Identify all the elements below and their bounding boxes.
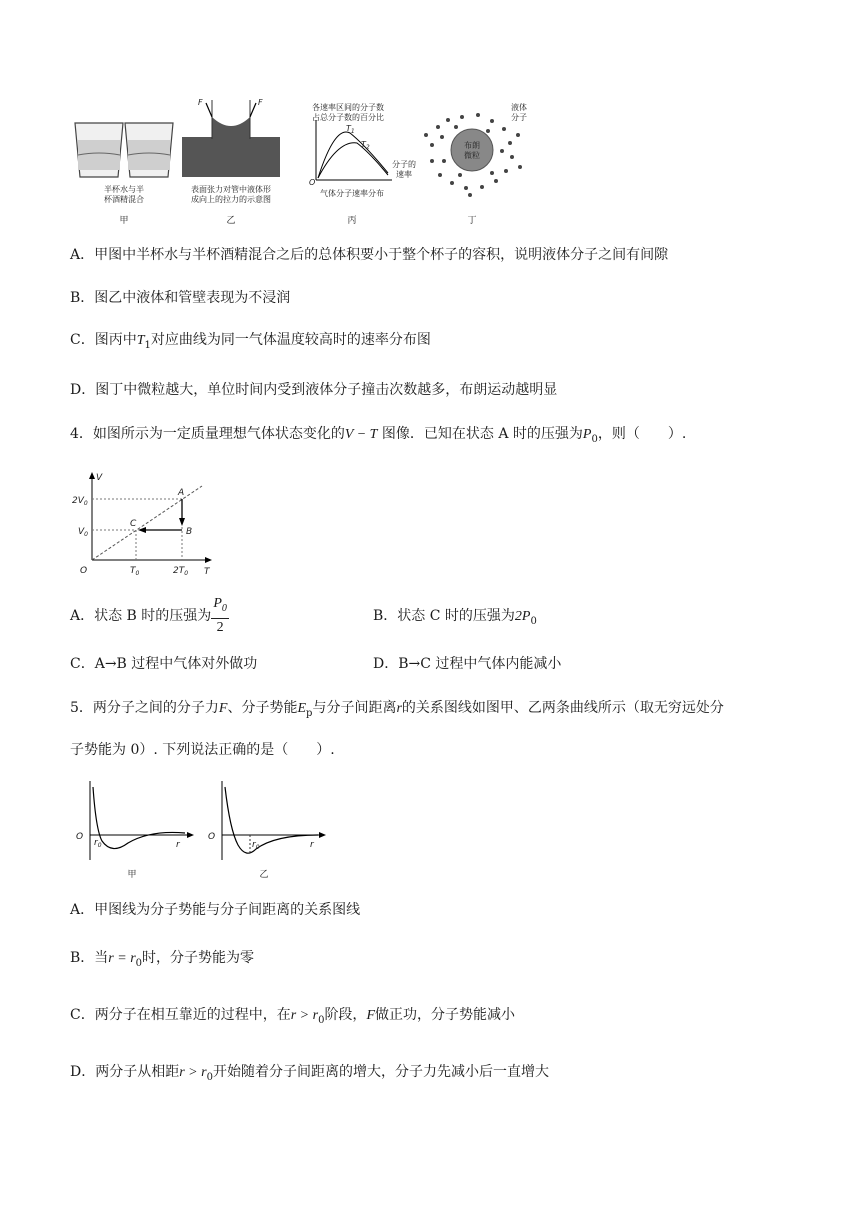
bing-caption: 气体分子速率分布: [320, 189, 384, 198]
figure-top: [70, 95, 570, 230]
figure-yi: [182, 98, 280, 226]
jia-label: 甲: [119, 216, 129, 226]
q5-jia-origin: O: [76, 832, 84, 842]
yi-caption-1: 表面张力对管中液体形: [191, 185, 271, 194]
figure-bing: [309, 102, 416, 226]
bing-ylabel-2: 占总分子数的百分比: [312, 113, 384, 122]
q4-tick-2t0: $2T_0$: [173, 566, 189, 577]
q3-option-d: D．图丁中微粒越大，单位时间内受到液体分子撞击次数越多，布朗运动越明显: [70, 382, 558, 398]
bing-xlabel-2: 速率: [396, 170, 412, 179]
figure-jia: [75, 123, 173, 226]
q5-stem-line-1: 5．两分子之间的分子力F、分子势能$E_p$与分子间距离r的关系图线如图甲、乙两条曲线所示（取无穷远处分: [70, 700, 724, 719]
q5-graph-jia: [76, 781, 194, 880]
q5-graphs: [70, 775, 340, 885]
yi-f-right: F: [258, 98, 263, 107]
q4-origin: O: [80, 566, 88, 576]
q4-option-d: D．B→C 过程中气体内能减小: [373, 656, 562, 672]
ding-particle-2: 微粒: [464, 151, 480, 160]
yi-f-left: F: [198, 98, 203, 107]
q5-graph-yi: [208, 781, 326, 880]
q4-v-axis: V: [96, 473, 103, 483]
q4-tick-t0: $T_0$: [130, 566, 140, 577]
q4-tick-2v0: $2V_0$: [72, 496, 88, 507]
q5-yi-r0: $r_0$: [252, 840, 260, 851]
yi-caption-2: 成向上的拉力的示意图: [191, 195, 271, 204]
bing-label: 丙: [347, 216, 357, 226]
ding-label: 丁: [467, 216, 477, 226]
q3-option-a: A．甲图中半杯水与半杯酒精混合之后的总体积要小于整个杯子的容积，说明液体分子之间有间隙: [70, 247, 669, 263]
q5-label-yi: 乙: [259, 870, 269, 880]
q5-option-b: B．当$r = r_0$时，分子势能为零: [70, 950, 255, 969]
q4-vt-graph: [70, 470, 220, 580]
bing-ylabel-1: 各速率区间的分子数: [312, 103, 384, 112]
bing-t2: $T_2$: [361, 140, 370, 151]
bing-t1: $T_1$: [346, 124, 355, 135]
q5-yi-origin: O: [208, 832, 216, 842]
q4-point-a: A: [178, 488, 185, 498]
q4-a-fraction: $\frac{P_0}{2}$: [213, 596, 227, 635]
q5-option-a: A．甲图线为分子势能与分子间距离的关系图线: [70, 902, 361, 918]
yi-label: 乙: [226, 216, 236, 226]
figure-ding: [424, 102, 527, 226]
q3-option-b: B．图乙中液体和管壁表现为不浸润: [70, 290, 291, 306]
jia-caption-2: 杯酒精混合: [104, 195, 144, 204]
jia-caption-1: 半杯水与半: [104, 185, 144, 194]
q5-jia-r0: $r_0$: [94, 838, 102, 849]
q5-jia-r-axis: r: [176, 840, 180, 850]
q4-point-b: B: [186, 527, 193, 537]
q5-option-d: D．两分子从相距$r > r_0$开始随着分子间距离的增大，分子力先减小后一直增大: [70, 1064, 549, 1083]
q5-stem-line-2: 子势能为 0）. 下列说法正确的是（ ）.: [70, 742, 335, 758]
q4-option-c: C．A→B 过程中气体对外做功: [70, 656, 258, 672]
q4-point-c: C: [130, 519, 137, 529]
q3-option-c: C．图丙中$T_1$对应曲线为同一气体温度较高时的速率分布图: [70, 332, 431, 351]
q5-option-c: C．两分子在相互靠近的过程中，在$r > r_0$阶段，F做正功，分子势能减小: [70, 1007, 515, 1026]
q4-option-a: A．状态 B 时的压强为 $\frac{P_0}{2}$: [70, 596, 227, 635]
q5-label-jia: 甲: [127, 870, 137, 880]
q4-tick-v0: $V_0$: [78, 527, 88, 538]
ding-particle-1: 布朗: [464, 141, 480, 150]
ding-liquid-2: 分子: [511, 113, 527, 122]
q4-stem: 4．如图所示为一定质量理想气体状态变化的V − T 图像．已知在状态 A 时的压强为$P_0$，则（ ）.: [70, 426, 687, 445]
ding-liquid-1: 液体: [511, 103, 527, 112]
q5-yi-r-axis: r: [310, 840, 314, 850]
bing-origin: O: [309, 178, 316, 187]
q4-option-b: B．状态 C 时的压强为$2P_0$: [373, 608, 537, 627]
bing-xlabel-1: 分子的: [392, 160, 416, 169]
q4-t-axis: T: [204, 567, 210, 577]
